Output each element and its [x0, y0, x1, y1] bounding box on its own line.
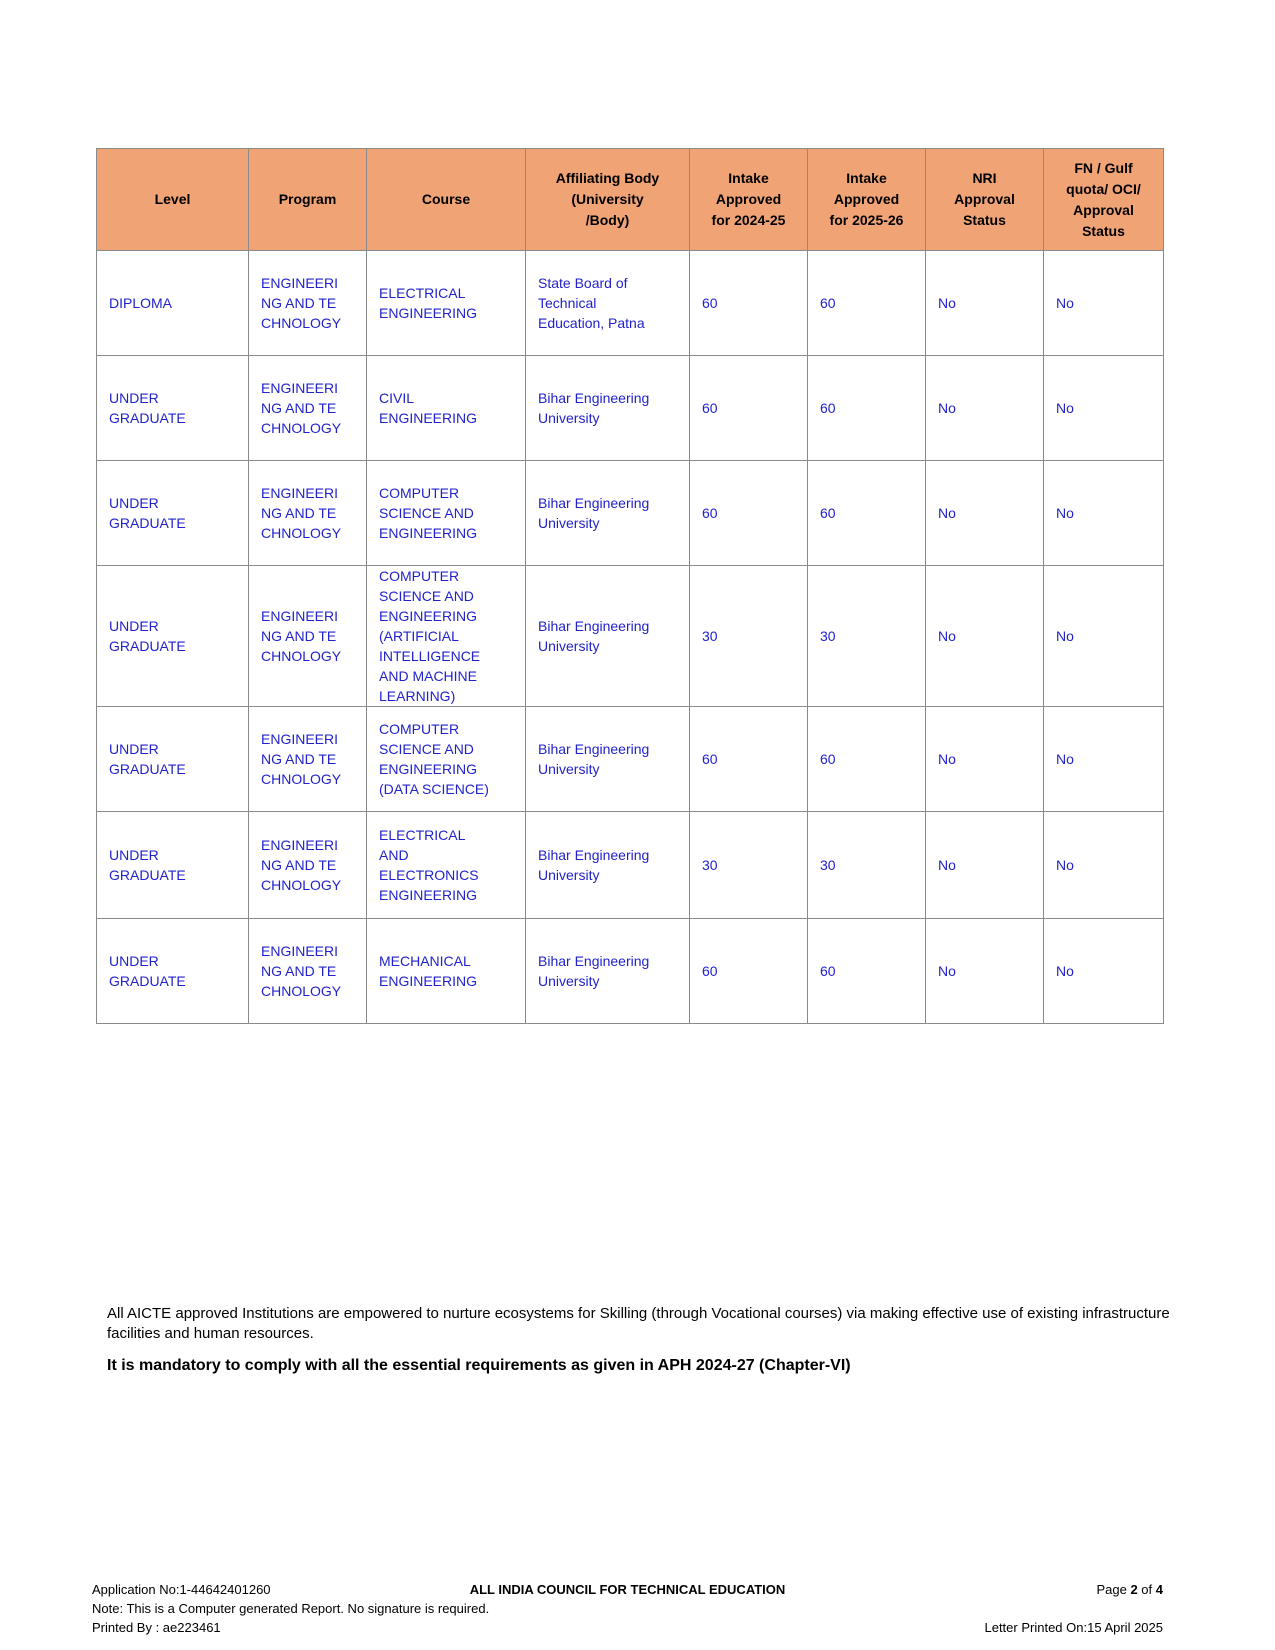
cell-intake-2025-26: 60 [808, 356, 926, 461]
cell-nri-approval: No [926, 566, 1044, 707]
table-row [97, 461, 1164, 566]
footer-line-1 [92, 1580, 1163, 1599]
table-row [97, 707, 1164, 812]
cell-course: COMPUTER SCIENCE AND ENGINEERING (ARTIFICIAL INTELLIGENCE AND MACHINE LEARNING) [367, 566, 526, 707]
cell-fn-gulf-approval: No [1044, 251, 1164, 356]
page-number: 2 [1130, 1582, 1138, 1597]
cell-affiliating-body: Bihar Engineering University [526, 461, 690, 566]
cell-nri-approval: No [926, 812, 1044, 919]
cell-program: ENGINEERING AND TECHNOLOGY [249, 356, 367, 461]
cell-nri-approval: No [926, 919, 1044, 1024]
cell-intake-2025-26: 60 [808, 707, 926, 812]
cell-intake-2025-26: 60 [808, 919, 926, 1024]
cell-affiliating-body: Bihar Engineering University [526, 356, 690, 461]
cell-intake-2024-25: 30 [690, 566, 808, 707]
header-intake-2024-25: Intake Approved for 2024-25 [690, 149, 808, 251]
cell-level: UNDER GRADUATE [97, 707, 249, 812]
cell-fn-gulf-approval: No [1044, 566, 1164, 707]
header-course: Course [367, 149, 526, 251]
page-indicator [785, 1580, 1163, 1599]
cell-intake-2025-26: 30 [808, 566, 926, 707]
cell-course: COMPUTER SCIENCE AND ENGINEERING (DATA SCIENCE) [367, 707, 526, 812]
notes-section [107, 1304, 1187, 1376]
cell-nri-approval: No [926, 707, 1044, 812]
cell-level: UNDER GRADUATE [97, 812, 249, 919]
table-row [97, 812, 1164, 919]
cell-intake-2024-25: 60 [690, 919, 808, 1024]
table-row [97, 566, 1164, 707]
footer-line-3 [92, 1618, 1163, 1637]
cell-intake-2024-25: 60 [690, 707, 808, 812]
cell-affiliating-body: Bihar Engineering University [526, 566, 690, 707]
letter-printed-on: Letter Printed On:15 April 2025 [984, 1620, 1163, 1635]
cell-nri-approval: No [926, 251, 1044, 356]
cell-intake-2025-26: 60 [808, 251, 926, 356]
cell-program: ENGINEERING AND TECHNOLOGY [249, 251, 367, 356]
application-number: Application No:1-44642401260 [92, 1582, 271, 1597]
cell-nri-approval: No [926, 356, 1044, 461]
header-fn-gulf-approval-status: FN / Gulf quota/ OCI/ Approval Status [1044, 149, 1164, 251]
cell-fn-gulf-approval: No [1044, 356, 1164, 461]
cell-program: ENGINEERING AND TECHNOLOGY [249, 812, 367, 919]
footer-line-2 [92, 1599, 1163, 1618]
cell-intake-2024-25: 60 [690, 356, 808, 461]
of-word: of [1141, 1582, 1153, 1597]
cell-program: ENGINEERING AND TECHNOLOGY [249, 566, 367, 707]
skilling-note: All AICTE approved Institutions are empowered to nurture ecosystems for Skilling (through Vocational courses) via making effective use of existing infrastructure facilities and human resources. [107, 1305, 1170, 1342]
cell-level: UNDER GRADUATE [97, 566, 249, 707]
printed-by: Printed By : ae223461 [92, 1620, 221, 1635]
cell-affiliating-body: Bihar Engineering University [526, 919, 690, 1024]
council-name: ALL INDIA COUNCIL FOR TECHNICAL EDUCATION [469, 1582, 786, 1597]
cell-intake-2024-25: 60 [690, 461, 808, 566]
mandatory-compliance-note: It is mandatory to comply with all the essential requirements as given in APH 2024-27 (Chapter-VI) [107, 1357, 851, 1374]
cell-level: UNDER GRADUATE [97, 461, 249, 566]
cell-course: ELECTRICAL ENGINEERING [367, 251, 526, 356]
table-header-row [97, 149, 1164, 251]
cell-course: COMPUTER SCIENCE AND ENGINEERING [367, 461, 526, 566]
header-affiliating-body: Affiliating Body (University /Body) [526, 149, 690, 251]
cell-nri-approval: No [926, 461, 1044, 566]
cell-fn-gulf-approval: No [1044, 461, 1164, 566]
cell-fn-gulf-approval: No [1044, 812, 1164, 919]
header-level: Level [97, 149, 249, 251]
cell-program: ENGINEERING AND TECHNOLOGY [249, 461, 367, 566]
cell-affiliating-body: State Board of Technical Education, Patna [526, 251, 690, 356]
header-intake-2025-26: Intake Approved for 2025-26 [808, 149, 926, 251]
cell-program: ENGINEERING AND TECHNOLOGY [249, 707, 367, 812]
cell-fn-gulf-approval: No [1044, 919, 1164, 1024]
computer-generated-note: Note: This is a Computer generated Report. No signature is required. [92, 1601, 490, 1616]
cell-course: CIVIL ENGINEERING [367, 356, 526, 461]
cell-intake-2025-26: 60 [808, 461, 926, 566]
table-row [97, 356, 1164, 461]
cell-program: ENGINEERING AND TECHNOLOGY [249, 919, 367, 1024]
table-row [97, 251, 1164, 356]
course-approval-table [96, 148, 1164, 1024]
header-nri-approval-status: NRI Approval Status [926, 149, 1044, 251]
cell-affiliating-body: Bihar Engineering University [526, 707, 690, 812]
header-program: Program [249, 149, 367, 251]
cell-intake-2024-25: 30 [690, 812, 808, 919]
cell-level: UNDER GRADUATE [97, 919, 249, 1024]
cell-course: MECHANICAL ENGINEERING [367, 919, 526, 1024]
page-total: 4 [1155, 1582, 1163, 1597]
cell-affiliating-body: Bihar Engineering University [526, 812, 690, 919]
cell-intake-2024-25: 60 [690, 251, 808, 356]
page-word: Page [1096, 1582, 1127, 1597]
cell-level: DIPLOMA [97, 251, 249, 356]
cell-fn-gulf-approval: No [1044, 707, 1164, 812]
cell-course: ELECTRICAL AND ELECTRONICS ENGINEERING [367, 812, 526, 919]
page-footer [92, 1580, 1163, 1637]
cell-intake-2025-26: 30 [808, 812, 926, 919]
cell-level: UNDER GRADUATE [97, 356, 249, 461]
table-row [97, 919, 1164, 1024]
